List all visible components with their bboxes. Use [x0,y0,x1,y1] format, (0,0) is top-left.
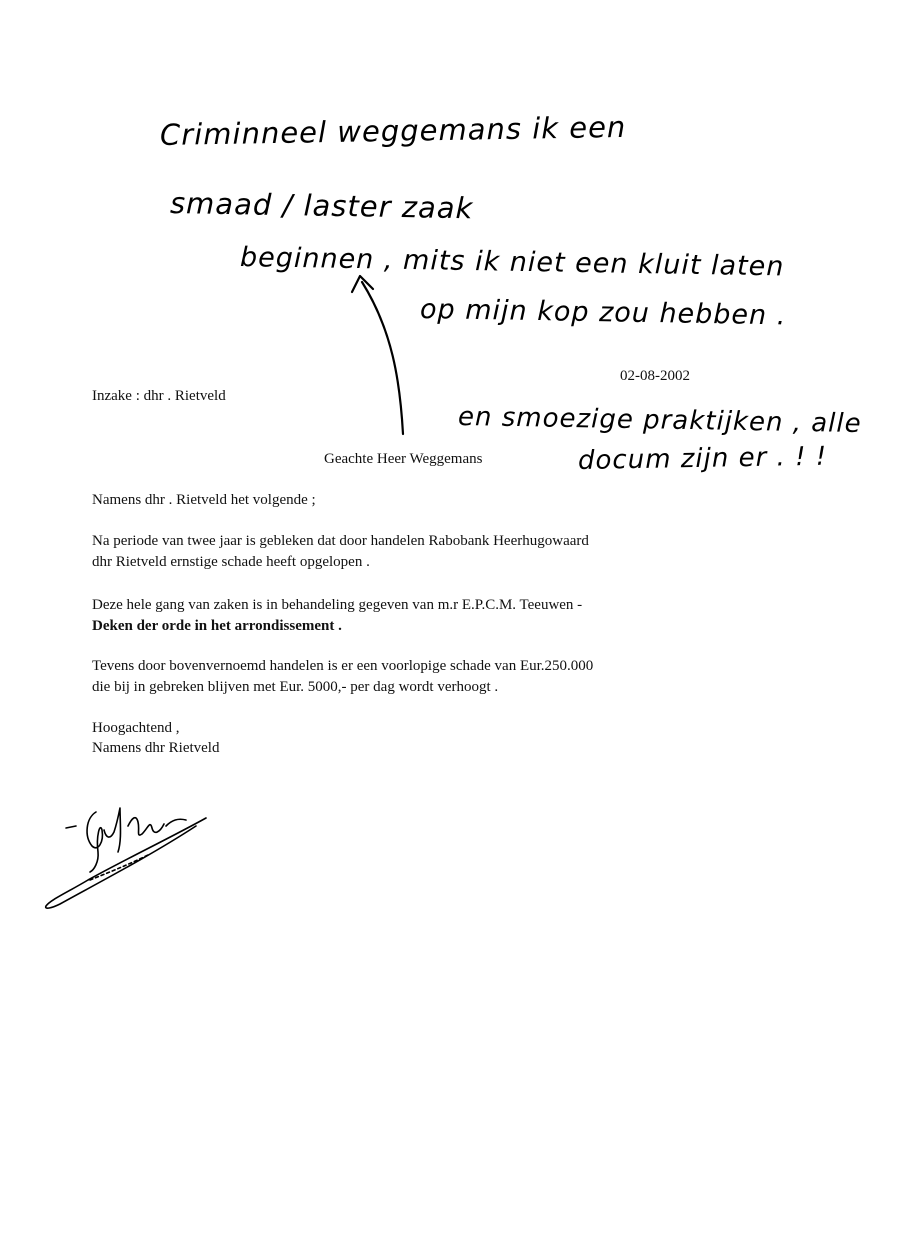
paragraph3-line2: die bij in gebreken blijven met Eur. 5000,- per dag wordt verhoogt . [92,679,499,695]
handwritten-line-3: beginnen , mits ik niet een kluit laten [239,242,785,283]
paragraph2-line2: Deken der orde in het arrondissement . [92,618,342,634]
closing-line2: Namens dhr Rietveld [92,740,220,756]
handwritten-line-4: op mijn kop zou hebben . [419,294,787,332]
handwritten-line-2: smaad / laster zaak [169,186,474,226]
letter-salutation: Geachte Heer Weggemans [324,451,483,467]
paragraph3-line1: Tevens door bovenvernoemd handelen is er een voorlopige schade van Eur.250.000 [92,658,594,674]
handwritten-line-1: Criminneel weggemans ik een [159,109,627,152]
paragraph1-line2: dhr Rietveld ernstige schade heeft opgelopen . [92,554,370,570]
letter-subject: Inzake : dhr . Rietveld [92,388,226,404]
letter-intro: Namens dhr . Rietveld het volgende ; [92,492,316,508]
paragraph2-line1: Deze hele gang van zaken is in behandeling gegeven van m.r E.P.C.M. Teeuwen - [92,597,583,613]
handwritten-line-5: en smoezige praktijken , alle [457,402,862,440]
closing-line1: Hoogachtend , [92,720,180,736]
handwritten-line-6: docum zijn er . ! ! [577,441,828,476]
paragraph1-line1: Na periode van twee jaar is gebleken dat door handelen Rabobank Heerhugowaard [92,533,589,549]
letter-date: 02-08-2002 [620,368,690,384]
